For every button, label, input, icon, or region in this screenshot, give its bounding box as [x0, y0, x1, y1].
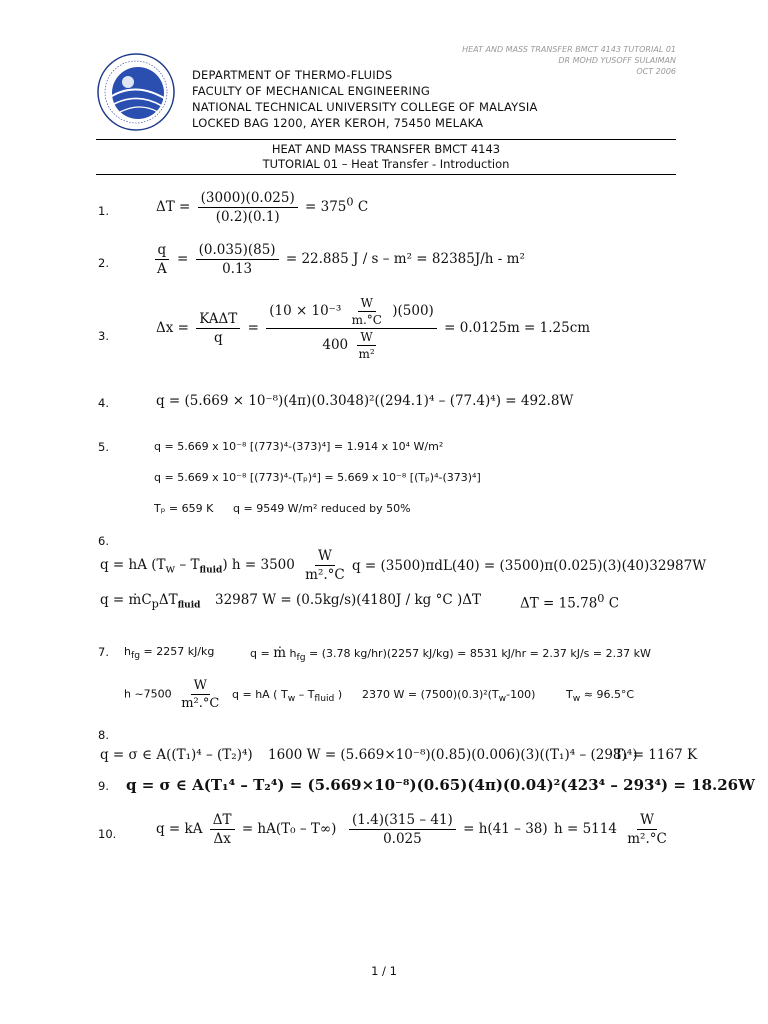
p2-a: A: [157, 261, 167, 277]
p7-mdot: ṁ: [273, 645, 287, 661]
p3-result: = 0.0125m = 1.25cm: [444, 320, 591, 336]
p7-l2c: ): [334, 688, 343, 701]
p1-numerator: (3000)(0.025): [198, 190, 298, 208]
institution-address-block: [192, 67, 538, 131]
p7-line-2-mid: [232, 688, 342, 704]
problem-6-number: 6.: [98, 534, 109, 548]
p7-l1-sub-fg: fg: [130, 650, 141, 662]
p6-l2-sub-fluid: fluid: [177, 600, 201, 611]
p3-w: W: [358, 296, 376, 312]
p10-rhs: h = 5114: [554, 821, 617, 837]
corner-line-2: DR MOHD YUSOFF SULAIMAN: [558, 56, 676, 65]
problem-3-equation: [156, 296, 590, 361]
p7-l1b: = 2257 kJ/kg: [140, 645, 215, 658]
problem-8-number: 8.: [98, 728, 109, 742]
p5-line-3b: q = 9549 W/m² reduced by 50%: [233, 502, 411, 515]
p7-l2d: 2370 W = (7500)(0.3)²(T: [362, 688, 499, 701]
p6-line-2-right: [520, 592, 619, 612]
p1-result: = 375: [305, 199, 347, 215]
p3-mc: m.°C: [351, 313, 382, 327]
p7-l2e: -100): [506, 688, 536, 701]
p5-line-2: q = 5.669 x 10⁻⁸ [(773)⁴-(Tₚ)⁴] = 5.669 x 10⁻⁸ [(Tₚ)⁴-(373)⁴]: [154, 471, 481, 484]
corner-line-1: HEAT AND MASS TRANSFER BMCT 4143 TUTORIAL 01: [462, 45, 676, 54]
p10-dt-over-dx: [210, 812, 235, 847]
p6-line-1-right: q = (3500)πdL(40) = (3500)π(0.025)(3)(40)32987W: [352, 558, 707, 574]
corner-line-3: OCT 2006: [636, 67, 676, 76]
p2-denominator: 0.13: [222, 261, 253, 277]
p7-line-1-right: [250, 645, 651, 663]
p3-w-over-m2: [355, 330, 377, 361]
p5-line-1: q = 5.669 x 10⁻⁸ [(773)⁴-(373)⁴] = 1.914 x 10⁴ W/m²: [154, 440, 444, 453]
p6-l2mid: ΔT: [158, 592, 178, 608]
p5-line-3a: Tₚ = 659 K: [154, 502, 214, 515]
p10-equation-left: [156, 812, 336, 847]
p3-big-numerator: [266, 296, 437, 329]
p10-dx: Δx: [213, 831, 231, 847]
p7-l1a: h: [124, 645, 131, 658]
problem-5-number: 5.: [98, 440, 109, 454]
tutorial-title: TUTORIAL 01 – Heat Transfer - Introduction: [262, 157, 510, 171]
p2-numerator: (0.035)(85): [196, 242, 279, 260]
problem-4-equation: q = (5.669 × 10⁻⁸)(4π)(0.3048)²((294.1)⁴ – (77.4)⁴) = 492.8W: [156, 393, 574, 409]
problem-1-equation: [156, 190, 368, 225]
p10-result: [554, 812, 673, 847]
p7-line-1-left: [124, 645, 214, 661]
p3-big-denominator: [319, 329, 383, 361]
p8-result: T₁ = 1167 K: [614, 747, 698, 763]
p10-f2-numerator: (1.4)(315 – 41): [349, 812, 456, 830]
p7-m2c: m².°C: [181, 696, 220, 711]
p7-l2mid: – T: [295, 688, 315, 701]
problem-10-number: 10.: [98, 827, 117, 841]
p1-degree: 0: [346, 195, 354, 209]
p3-big-fraction: [266, 296, 437, 361]
problem-1-number: 1.: [98, 204, 109, 218]
p2-equals: =: [177, 251, 189, 267]
p6-l1a: q = hA (T: [100, 557, 166, 573]
p7-l1c: q =: [250, 647, 274, 660]
course-title: HEAT AND MASS TRANSFER BMCT 4143: [271, 142, 501, 156]
p2-q-over-a: [154, 242, 170, 277]
p10-equation-mid: [346, 812, 548, 847]
p3-bn-a: (10 × 10⁻³: [269, 303, 346, 319]
title-top-rule: [96, 139, 676, 140]
p7-line-2-right: [362, 688, 535, 704]
problem-2-number: 2.: [98, 256, 109, 270]
p6-line-2-left: [100, 592, 200, 611]
p6-l1mid: – T: [175, 557, 200, 573]
p6-w-over-m2c: [302, 548, 348, 583]
p10-lhs: q = kA: [156, 821, 203, 837]
p3-w2: W: [357, 330, 375, 346]
p7-l2-sub-w3: w: [572, 693, 581, 705]
p7-w: W: [191, 678, 210, 695]
p10-w-over-m2c: [624, 812, 670, 847]
p6-l2-sub-p: p: [151, 597, 159, 611]
p6-l2d: C: [604, 595, 620, 612]
page-number: 1 / 1: [371, 964, 397, 978]
p10-fraction-2: [349, 812, 456, 847]
p7-w-over-m2c: [178, 678, 222, 711]
p1-lhs: ΔT =: [156, 199, 191, 215]
p2-fraction: [196, 242, 279, 277]
p7-l1e: = (3.78 kg/hr)(2257 kJ/kg) = 8531 kJ/hr = 2.37 kJ/s = 2.37 kW: [305, 647, 651, 660]
title-bottom-rule: [96, 174, 676, 175]
p7-l2a: h ~7500: [124, 687, 172, 701]
p1-fraction: [198, 190, 298, 225]
p6-m2c: m².°C: [305, 567, 345, 583]
p2-result: = 22.885 J / s – m² = 82385J/h - m²: [285, 251, 525, 267]
p3-bd-a: 400: [322, 337, 349, 353]
p1-denominator: (0.2)(0.1): [215, 209, 280, 225]
p6-l1-sub-w: w: [165, 562, 176, 576]
p7-l2-sub-fluid: fluid: [314, 693, 335, 705]
p6-l2c: ΔT = 15.78: [520, 595, 598, 612]
university-name: NATIONAL TECHNICAL UNIVERSITY COLLEGE OF MALAYSIA: [192, 100, 538, 114]
p10-f2-denominator: 0.025: [383, 831, 422, 847]
p7-line-2-left: [124, 678, 225, 711]
p7-l2f: T: [566, 688, 573, 701]
faculty-name: FACULTY OF MECHANICAL ENGINEERING: [192, 84, 431, 98]
p8-substitution: 1600 W = (5.669×10⁻⁸)(0.85)(0.006)(3)((T₁)⁴ – (298)⁴): [268, 747, 638, 763]
p10-dt: ΔT: [210, 812, 235, 830]
p6-l2-degree: 0: [597, 592, 605, 605]
p3-w-over-mc: [349, 296, 385, 327]
p3-m2: m²: [358, 347, 375, 361]
p6-l1-sub-fluid: fluid: [199, 565, 223, 576]
p2-q: q: [155, 242, 170, 260]
p1-unit: C: [353, 199, 369, 215]
p3-fraction-1: [196, 311, 240, 346]
problem-3-number: 3.: [98, 329, 109, 343]
p3-lhs: Δx =: [156, 320, 189, 336]
p7-l1-sub-fg2: fg: [296, 652, 306, 664]
p3-f1-denominator: q: [213, 330, 223, 346]
p6-l1b: ) h = 3500: [222, 557, 295, 573]
problem-2-equation: [154, 242, 525, 277]
p10-m2c: m².°C: [627, 831, 667, 847]
department-name: DEPARTMENT OF THERMO-FLUIDS: [192, 68, 393, 82]
p7-line-2-far-right: [566, 688, 634, 704]
p10-w: W: [637, 812, 657, 830]
p7-l2-sub-w2: w: [498, 693, 507, 705]
p3-f1-numerator: KAΔT: [196, 311, 240, 329]
p7-l1d: h: [286, 647, 297, 660]
p7-l2b: q = hA ( T: [232, 688, 288, 701]
p9-equation: q = σ ∈ A(T₁⁴ – T₂⁴) = (5.669×10⁻⁸)(0.65)(4π)(0.04)²(423⁴ – 293⁴) = 18.26W: [126, 776, 755, 794]
p3-bn-b: )(500): [392, 303, 434, 319]
p10-mid: = hA(T₀ – T∞): [241, 821, 337, 837]
postal-address: LOCKED BAG 1200, AYER KEROH, 75450 MELAKA: [192, 116, 484, 130]
p10-mid2: = h(41 – 38): [463, 821, 548, 837]
p8-equation: q = σ ∈ A((T₁)⁴ – (T₂)⁴): [100, 747, 253, 763]
university-seal-logo: [96, 52, 176, 132]
problem-7-number: 7.: [98, 645, 109, 659]
p6-line-1-left: [100, 548, 351, 583]
p7-l2-sub-w: w: [287, 693, 296, 705]
p6-line-2-mid: 32987 W = (0.5kg/s)(4180J / kg °C )ΔT: [215, 592, 481, 608]
p6-w: W: [315, 548, 335, 566]
p6-l2a: q = ṁC: [100, 592, 152, 608]
p3-equals: =: [247, 320, 259, 336]
p7-l2g: ≈ 96.5°C: [580, 688, 635, 701]
problem-4-number: 4.: [98, 396, 109, 410]
problem-9-number: 9.: [98, 779, 109, 793]
